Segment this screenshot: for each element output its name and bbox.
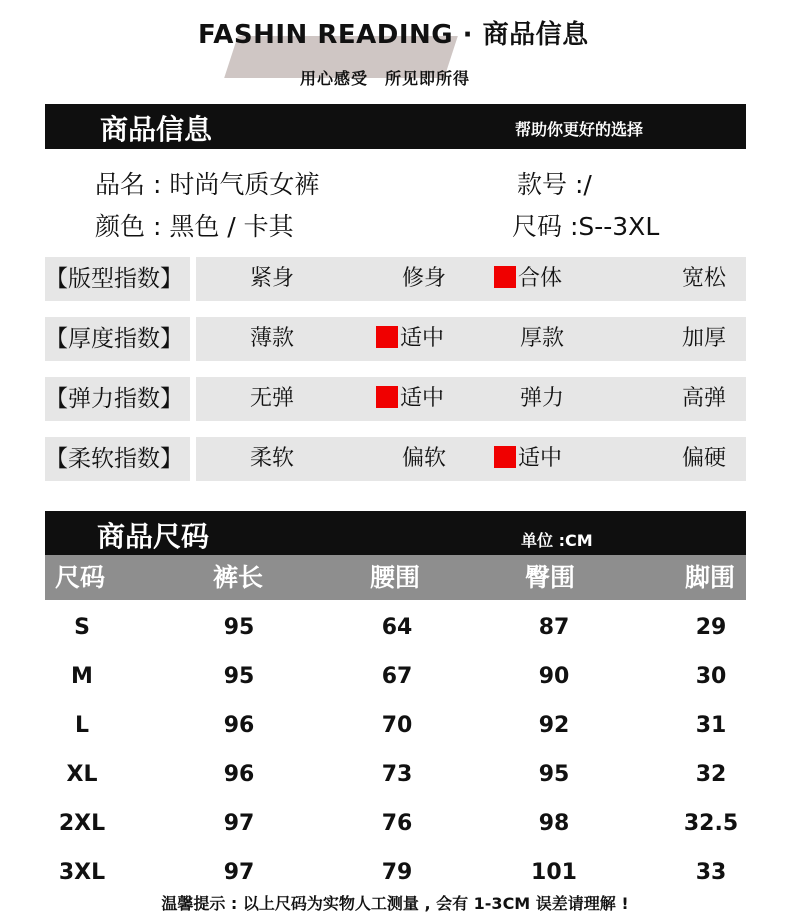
size-table-cell: 32 <box>695 762 727 787</box>
index-row-divider <box>190 377 196 421</box>
index-option-label: 适中 <box>400 326 445 351</box>
index-option <box>682 317 726 361</box>
size-table-cell: 30 <box>695 664 727 689</box>
size-table-cell: 67 <box>381 664 413 689</box>
index-option-label: 高弹 <box>682 386 727 411</box>
size-table-cell: 70 <box>381 713 413 738</box>
info-section-note: 帮助你更好的选择 <box>515 120 644 139</box>
size-table-cell: 29 <box>695 615 727 640</box>
size-table-cell: 33 <box>695 860 727 885</box>
style-number: 款号 :/ <box>517 170 592 199</box>
index-option-label: 适中 <box>518 446 563 471</box>
index-option-label: 加厚 <box>682 326 727 351</box>
size-range: 尺码 :S--3XL <box>512 212 660 241</box>
index-row <box>45 317 746 361</box>
size-table-cell: 32.5 <box>683 811 739 836</box>
selected-marker <box>494 446 516 468</box>
size-table-cell: 2XL <box>58 811 106 836</box>
index-row-divider <box>190 437 196 481</box>
size-table-cell: 98 <box>538 811 570 836</box>
index-option <box>402 437 446 481</box>
size-table-cell: 92 <box>538 713 570 738</box>
index-option-label: 无弹 <box>250 386 295 411</box>
index-option-label: 薄款 <box>250 326 295 351</box>
size-table-column-header: 尺码 <box>55 563 106 592</box>
size-table-cell: M <box>71 664 93 689</box>
size-table-cell: 96 <box>223 762 255 787</box>
info-section-bar <box>45 104 746 149</box>
index-row <box>45 377 746 421</box>
index-option <box>494 257 562 301</box>
size-section-title: 商品尺码 <box>97 520 210 553</box>
index-option-label: 合体 <box>518 266 563 291</box>
index-option-label: 柔软 <box>250 446 295 471</box>
index-row-label: 【弹力指数】 <box>45 377 190 421</box>
size-table-cell: 90 <box>538 664 570 689</box>
index-option <box>250 317 294 361</box>
index-row-divider <box>190 257 196 301</box>
index-option-label: 适中 <box>400 386 445 411</box>
size-table-column-header: 臀围 <box>525 563 576 592</box>
product-name: 品名 : 时尚气质女裤 <box>95 170 320 199</box>
size-table-header <box>45 555 746 600</box>
index-option-label: 偏软 <box>402 446 447 471</box>
size-table-cell: XL <box>66 762 98 787</box>
size-table-cell: 31 <box>695 713 727 738</box>
size-table-cell: 95 <box>223 664 255 689</box>
size-table-column-header: 脚围 <box>685 563 736 592</box>
index-option-label: 弹力 <box>520 386 565 411</box>
size-table-cell: 79 <box>381 860 413 885</box>
size-table-cell: 95 <box>538 762 570 787</box>
info-section-title: 商品信息 <box>100 113 213 146</box>
product-color: 颜色 : 黑色 / 卡其 <box>95 212 294 241</box>
page-title: FASHIN READING · 商品信息 <box>198 20 589 50</box>
size-table-cell: 101 <box>531 860 577 885</box>
size-table-cell: L <box>74 713 90 738</box>
size-table-cell: 76 <box>381 811 413 836</box>
index-option <box>250 257 294 301</box>
index-row-label: 【柔软指数】 <box>45 437 190 481</box>
size-table-cell: 87 <box>538 615 570 640</box>
index-option <box>682 257 726 301</box>
index-option-label: 偏硬 <box>682 446 727 471</box>
index-option-label: 修身 <box>402 266 447 291</box>
size-table-column-header: 裤长 <box>213 563 264 592</box>
selected-marker <box>494 266 516 288</box>
index-option <box>682 377 726 421</box>
size-section-bar <box>45 511 746 555</box>
index-option <box>250 437 294 481</box>
index-option <box>376 377 444 421</box>
size-unit: 单位 :CM <box>521 531 593 550</box>
index-row <box>45 437 746 481</box>
index-row-label: 【厚度指数】 <box>45 317 190 361</box>
index-row-label: 【版型指数】 <box>45 257 190 301</box>
index-option <box>376 317 444 361</box>
index-row-divider <box>190 317 196 361</box>
size-table-cell: 3XL <box>58 860 106 885</box>
index-option <box>250 377 294 421</box>
index-row <box>45 257 746 301</box>
size-table-cell: 95 <box>223 615 255 640</box>
size-table-cell: 97 <box>223 811 255 836</box>
size-table-cell: 97 <box>223 860 255 885</box>
index-option <box>520 377 564 421</box>
index-option-label: 厚款 <box>520 326 565 351</box>
selected-marker <box>376 326 398 348</box>
size-table-column-header: 腰围 <box>370 563 421 592</box>
index-option <box>682 437 726 481</box>
selected-marker <box>376 386 398 408</box>
size-table-cell: 64 <box>381 615 413 640</box>
size-table-cell: S <box>74 615 90 640</box>
size-table-cell: 96 <box>223 713 255 738</box>
index-option <box>402 257 446 301</box>
index-option <box>494 437 562 481</box>
footnote: 温馨提示 : 以上尺码为实物人工测量 , 会有 1-3CM 误差请理解 ! <box>161 894 629 913</box>
index-option <box>520 317 564 361</box>
page-subtitle: 用心感受 所见即所得 <box>300 69 471 88</box>
size-table-cell: 73 <box>381 762 413 787</box>
index-option-label: 宽松 <box>682 266 727 291</box>
index-option-label: 紧身 <box>250 266 295 291</box>
